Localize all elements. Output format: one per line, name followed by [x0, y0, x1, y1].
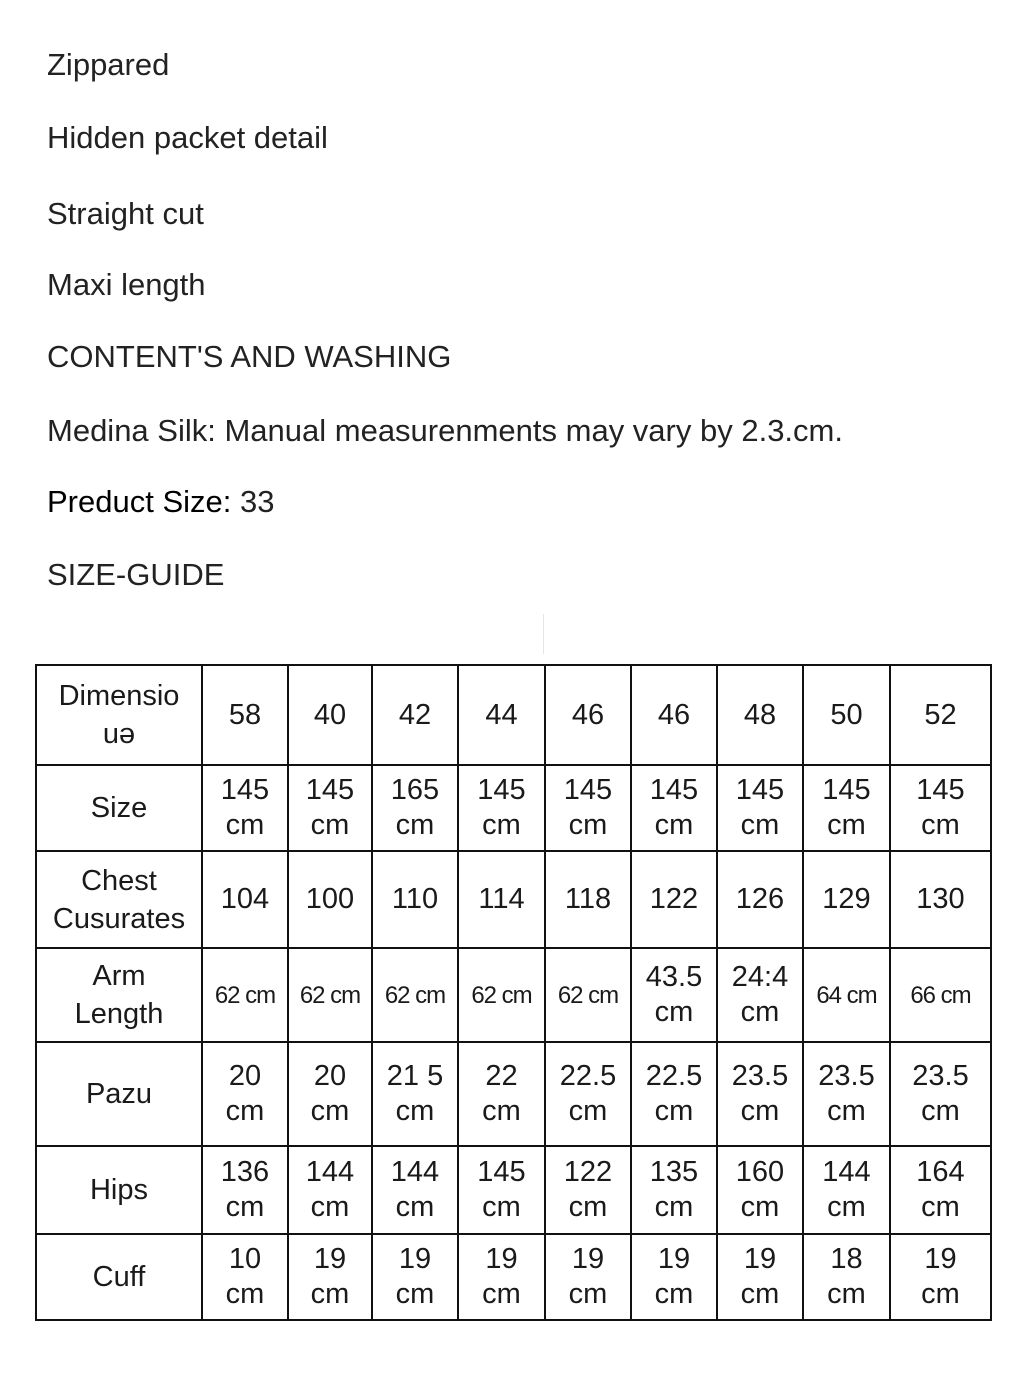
table-cell [202, 1146, 288, 1234]
cell-text-line: 21 5 [386, 1060, 444, 1092]
table-cell [202, 851, 288, 948]
table-cell [631, 765, 717, 851]
table-cell [202, 1042, 288, 1146]
table-cell [717, 948, 803, 1042]
table-cell [803, 1234, 890, 1320]
table-cell [890, 765, 991, 851]
table-cell [545, 948, 631, 1042]
header-label-cell [36, 665, 202, 765]
cell-text-line: cm [225, 809, 265, 841]
table-cell [372, 765, 458, 851]
table-cell [890, 1234, 991, 1320]
table-cell [545, 851, 631, 948]
cell-text-line: 145 [916, 774, 965, 806]
cell-text-line: 23.5 [731, 1060, 789, 1092]
cell-text-line: 62 cm [214, 981, 276, 1009]
table-cell [458, 948, 545, 1042]
cell-text-line: 62 cm [557, 981, 619, 1009]
table-cell [803, 1146, 890, 1234]
cell-text-line: Arm [92, 960, 146, 992]
header-size-cell: 40 [288, 665, 372, 765]
table-cell [372, 948, 458, 1042]
cell-text-line: 144 [822, 1156, 871, 1188]
cell-text-line: 122 [649, 883, 699, 915]
detail-cut: Straight cut [47, 196, 204, 231]
cell-text-line: cm [740, 996, 780, 1028]
cell-text-line: cm [395, 1278, 435, 1310]
cell-text-line: 22 [485, 1060, 518, 1092]
cell-text-line: 18 [830, 1243, 863, 1275]
cell-text-line: cm [921, 1191, 960, 1223]
cell-text-line: 62 cm [471, 981, 532, 1009]
table-row [36, 1042, 991, 1146]
cell-text-line: 136 [220, 1156, 270, 1188]
cell-text-line: cm [225, 1191, 265, 1223]
cell-text-line: 100 [305, 883, 355, 915]
cell-text-line: cm [827, 1278, 866, 1310]
table-cell [803, 851, 890, 948]
cell-text-line: cm [395, 809, 435, 841]
cell-text-line: cm [740, 1095, 780, 1127]
cell-text-line: cm [310, 1191, 350, 1223]
cell-text-line: 10 [228, 1243, 262, 1275]
table-cell [631, 948, 717, 1042]
cell-text-line: 19 [743, 1243, 777, 1275]
cell-text-line: cm [740, 809, 780, 841]
row-label-cell [36, 1146, 202, 1234]
table-cell [372, 1234, 458, 1320]
cell-text-line: 130 [916, 883, 965, 915]
cell-text-line: 43.5 [645, 961, 703, 993]
faint-divider [543, 614, 544, 654]
cell-text-line: 24:4 [731, 961, 789, 993]
cell-text-line: 118 [564, 883, 612, 915]
table-row [36, 1146, 991, 1234]
table-cell [458, 1234, 545, 1320]
cell-text-line: 114 [478, 883, 525, 915]
table-cell [372, 851, 458, 948]
cell-text-line: 19 [924, 1243, 957, 1275]
table-cell [202, 948, 288, 1042]
cell-text-line: cm [654, 1095, 694, 1127]
size-guide-table [35, 664, 992, 1321]
table-row [36, 948, 991, 1042]
table-cell [890, 948, 991, 1042]
header-size-cell: 48 [717, 665, 803, 765]
row-label-cell [36, 1042, 202, 1146]
header-size-cell: 44 [458, 665, 545, 765]
table-row [36, 765, 991, 851]
cell-text-line: cm [654, 809, 694, 841]
table-cell [803, 948, 890, 1042]
table-cell [372, 1146, 458, 1234]
cell-text-line: cm [482, 1095, 521, 1127]
header-size-cell: 42 [372, 665, 458, 765]
table-cell [545, 1146, 631, 1234]
cell-text-line: Cusurates [52, 902, 186, 935]
cell-text-line: 110 [391, 883, 439, 915]
cell-text-line: 20 [313, 1060, 347, 1092]
table-cell [890, 1042, 991, 1146]
table-row [36, 851, 991, 948]
cell-text-line: cm [740, 1191, 780, 1223]
cell-text-line: cm [740, 1278, 780, 1310]
cell-text-line: 145 [477, 1156, 526, 1188]
cell-text-line: cm [482, 809, 521, 841]
cell-text-line: Cuff [92, 1261, 146, 1293]
detail-zipper: Zippared [47, 47, 170, 82]
cell-text-line: 19 [485, 1243, 518, 1275]
header-size-cell: 50 [803, 665, 890, 765]
fabric-measurement-note: Medina Silk: Manual measurenments may vary by 2.3.cm. [47, 413, 843, 448]
cell-text-line: 62 cm [384, 981, 446, 1009]
cell-text-line: cm [654, 1278, 694, 1310]
cell-text-line: cm [654, 996, 694, 1028]
table-cell [458, 1042, 545, 1146]
table-cell [545, 1234, 631, 1320]
cell-text-line: 66 cm [910, 981, 971, 1009]
table-cell [458, 1146, 545, 1234]
table-cell [890, 1146, 991, 1234]
section-heading-content-washing: CONTENT'S AND WASHING [47, 339, 452, 374]
table-cell [890, 851, 991, 948]
cell-text-line: cm [225, 1095, 265, 1127]
cell-text-line: Size [90, 792, 148, 824]
cell-text-line: 145 [735, 774, 785, 806]
table-cell [288, 948, 372, 1042]
cell-text-line: 160 [735, 1156, 785, 1188]
cell-text-line: 135 [649, 1156, 699, 1188]
row-label-cell [36, 948, 202, 1042]
cell-text-line: Pazu [85, 1078, 153, 1110]
cell-text-line: Hips [89, 1174, 148, 1206]
cell-text-line: 145 [822, 774, 871, 806]
detail-pocket: Hidden packet detail [47, 120, 328, 155]
cell-text-line: cm [225, 1278, 265, 1310]
cell-text-line: 145 [563, 774, 613, 806]
detail-length: Maxi length [47, 267, 206, 302]
table-cell [803, 1042, 890, 1146]
cell-text-line: cm [568, 809, 608, 841]
cell-text-line: 19 [398, 1243, 432, 1275]
cell-text-line: cm [395, 1095, 435, 1127]
cell-text-line: Dimensio [58, 680, 180, 712]
cell-text-line: 22.5 [645, 1060, 703, 1092]
table-cell [717, 851, 803, 948]
table-cell [202, 765, 288, 851]
cell-text-line: cm [921, 809, 960, 841]
table-cell [545, 765, 631, 851]
cell-text-line: 22.5 [559, 1060, 617, 1092]
table-cell [631, 1146, 717, 1234]
cell-text-line: 144 [390, 1156, 440, 1188]
cell-text-line: 126 [735, 883, 785, 915]
cell-text-line: 19 [313, 1243, 347, 1275]
cell-text-line: 23.5 [818, 1060, 875, 1092]
cell-text-line: cm [827, 1191, 866, 1223]
row-label-cell [36, 1234, 202, 1320]
cell-text-line: 62 cm [299, 981, 361, 1009]
table-cell [288, 1234, 372, 1320]
table-cell [288, 1146, 372, 1234]
table-cell [202, 1234, 288, 1320]
cell-text-line: cm [568, 1191, 608, 1223]
cell-text-line: 20 [228, 1060, 262, 1092]
table-cell [288, 1042, 372, 1146]
cell-text-line: Length [74, 998, 164, 1030]
table-cell [458, 765, 545, 851]
table-row [36, 1234, 991, 1320]
cell-text-line: cm [310, 1095, 350, 1127]
table-cell [288, 851, 372, 948]
cell-text-line: 145 [305, 774, 355, 806]
cell-text-line: 165 [390, 774, 440, 806]
cell-text-line: 64 cm [816, 981, 877, 1009]
cell-text-line: cm [310, 1278, 350, 1310]
cell-text-line: 23.5 [912, 1060, 969, 1092]
cell-text-line: cm [827, 1095, 866, 1127]
cell-text-line: 145 [477, 774, 526, 806]
cell-text-line: 145 [649, 774, 699, 806]
table-cell [717, 1042, 803, 1146]
product-size-label: Preduct Size: [47, 484, 232, 519]
cell-text-line: 19 [571, 1243, 605, 1275]
cell-text-line: cm [568, 1095, 608, 1127]
header-size-cell: 46 [631, 665, 717, 765]
cell-text-line: cm [310, 809, 350, 841]
cell-text-line: cm [482, 1191, 521, 1223]
table-cell [631, 1234, 717, 1320]
cell-text-line: 122 [563, 1156, 613, 1188]
table-cell [717, 765, 803, 851]
cell-text-line: Chest [81, 864, 157, 897]
table-cell [631, 1042, 717, 1146]
cell-text-line: 144 [305, 1156, 355, 1188]
cell-text-line: 164 [916, 1156, 965, 1188]
table-cell [458, 851, 545, 948]
table-cell [288, 765, 372, 851]
size-guide-heading: SIZE-GUIDE [47, 557, 225, 592]
table-header-row [36, 665, 991, 765]
table-cell [631, 851, 717, 948]
table-cell [545, 1042, 631, 1146]
product-size [47, 484, 274, 520]
product-size-value: 33 [231, 484, 275, 519]
table-cell [803, 765, 890, 851]
cell-text-line: cm [568, 1278, 608, 1310]
cell-text-line: cm [921, 1278, 960, 1310]
table-cell [717, 1234, 803, 1320]
cell-text-line: cm [827, 809, 866, 841]
cell-text-line: 145 [220, 774, 270, 806]
row-label-cell [36, 851, 202, 948]
header-size-cell: 52 [890, 665, 991, 765]
cell-text-line: 129 [822, 883, 871, 915]
cell-text-line: cm [654, 1191, 694, 1223]
cell-text-line: cm [482, 1278, 521, 1310]
cell-text-line: 19 [657, 1243, 691, 1275]
cell-text-line: cm [921, 1095, 960, 1127]
cell-text-line: cm [395, 1191, 435, 1223]
table-cell [372, 1042, 458, 1146]
header-size-cell: 46 [545, 665, 631, 765]
header-size-cell: 58 [202, 665, 288, 765]
cell-text-line: 104 [220, 883, 270, 915]
cell-text-line: uǝ [102, 718, 136, 750]
row-label-cell [36, 765, 202, 851]
table-cell [717, 1146, 803, 1234]
